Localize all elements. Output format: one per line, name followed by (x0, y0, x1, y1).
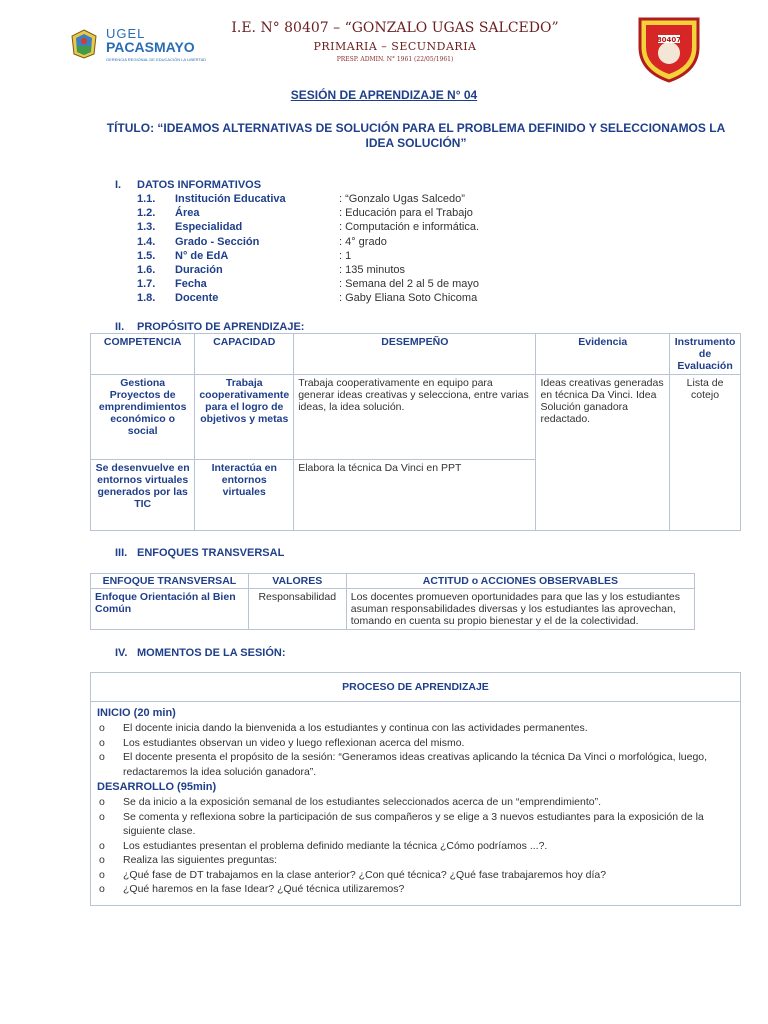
info-value: : Computación e informática. (339, 221, 480, 234)
info-row (137, 249, 479, 263)
column-header: Evidencia (536, 334, 670, 375)
info-key: 1.1. (137, 193, 156, 205)
info-label: N° de EdA (175, 249, 229, 262)
list-item: o El docente presenta el propósito de la sesión: “Generamos ideas creativas aplicando la técnica Da Vinci o morfológica, luego, redactaremos la idea solución ganadora”. (97, 750, 734, 779)
section-number: III. (115, 547, 128, 559)
section-heading-1 (115, 179, 261, 191)
section-heading-4 (115, 647, 286, 659)
column-header: VALORES (248, 574, 346, 589)
topic-title: TÍTULO: “IDEAMOS ALTERNATIVAS DE SOLUCIÓN PARA EL PROBLEMA DEFINIDO Y SELECCIONAMOS LA IDEA SOLUCIÓN” (106, 121, 726, 150)
info-value: : Semana del 2 al 5 de mayo (339, 278, 480, 291)
info-key: 1.4. (137, 235, 156, 248)
desempeno-cell: Elabora la técnica Da Vinci en PPT (294, 460, 536, 531)
section-heading-2 (115, 321, 304, 333)
info-key: 1.2. (137, 207, 156, 220)
instrumento-cell: Lista de cotejo (670, 375, 741, 531)
info-row (137, 206, 479, 220)
valor-cell: Responsabilidad (248, 589, 346, 630)
school-name: I.E. N° 80407 – “GONZALO UGAS SALCEDO” (231, 20, 559, 36)
session-title: SESIÓN DE APRENDIZAJE N° 04 (290, 88, 478, 102)
info-key: 1.8. (137, 292, 156, 305)
info-key: 1.5. (137, 249, 156, 262)
section-heading-3 (115, 547, 284, 559)
process-table (90, 672, 741, 906)
info-value: : 4° grado (339, 235, 387, 248)
section-title: ENFOQUES TRANSVERSAL (137, 547, 285, 559)
table-row (91, 702, 741, 906)
ugel-subtitle: GERENCIA REGIONAL DE EDUCACIÓN LA LIBERTAD (106, 57, 207, 62)
info-label: Duración (175, 264, 223, 277)
info-label: Institución Educativa (175, 193, 286, 205)
info-row (137, 277, 479, 291)
table-header-row (91, 334, 741, 375)
info-value: : 135 minutos (339, 264, 406, 277)
competencia-cell: Gestiona Proyectos de emprendimientos económico o social (91, 375, 195, 460)
section-number: IV. (115, 647, 128, 659)
info-row (137, 192, 479, 206)
table-header-row (91, 673, 741, 702)
info-label: Fecha (175, 278, 207, 291)
list-item: o Se comenta y reflexiona sobre la participación de sus compañeros y se elige a 3 nuevos estudiantes para la exposición de la siguiente clase. (97, 810, 734, 839)
enfoque-cell: Enfoque Orientación al Bien Común (91, 589, 249, 630)
list-item: o Se da inicio a la exposición semanal de los estudiantes seleccionados acerca de un “emprendimiento”. (97, 795, 734, 810)
info-label: Docente (175, 292, 219, 305)
info-row (137, 220, 479, 234)
column-header: DESEMPEÑO (294, 334, 536, 375)
actitud-cell: Los docentes promueven oportunidades para que las y los estudiantes asuman responsabilidades diversas y los estudiantes las aprovechan, tomando en cuenta su propio bienestar y el de la colectividad. (346, 589, 694, 630)
list-item: o Los estudiantes observan un video y luego reflexionan acerca del mismo. (97, 736, 734, 751)
ugel-logo (68, 26, 207, 64)
info-value: : “Gonzalo Ugas Salcedo” (339, 193, 465, 205)
section-title: DATOS INFORMATIVOS (137, 179, 262, 191)
column-header: ENFOQUE TRANSVERSAL (91, 574, 249, 589)
list-item: o El docente inicia dando la bienvenida a los estudiantes y continua con las actividades permanentes. (97, 721, 734, 736)
desarrollo-list (97, 795, 734, 897)
list-item: o ¿Qué fase de DT trabajamos en la clase anterior? ¿Con qué técnica? ¿Qué fase trabajaremos hoy día? (97, 868, 734, 883)
ugel-emblem-icon (68, 28, 100, 60)
section-number: I. (115, 179, 122, 191)
phase-title: INICIO (20 min) (97, 707, 176, 719)
info-label: Grado - Sección (175, 235, 260, 248)
column-header: Instrumento de Evaluación (670, 334, 741, 375)
info-row (137, 235, 479, 249)
table-header-row (91, 574, 695, 589)
desempeno-cell: Trabaja cooperativamente en equipo para generar ideas creativas y selecciona, entre varias ideas, la idea solución. (294, 375, 536, 460)
info-label: Área (175, 207, 200, 220)
inicio-list (97, 721, 734, 779)
phase-title: DESARROLLO (95min) (97, 781, 217, 793)
shield-number: 80407 (656, 36, 682, 44)
column-header: PROCESO DE APRENDIZAJE (91, 673, 741, 702)
info-value: : 1 (339, 249, 352, 262)
process-body (91, 702, 741, 906)
approach-table (90, 573, 695, 630)
capacidad-cell: Interactúa en entornos virtuales (195, 460, 294, 531)
info-key: 1.3. (137, 221, 156, 234)
info-value: : Educación para el Trabajo (339, 207, 473, 220)
column-header: CAPACIDAD (195, 334, 294, 375)
info-value: : Gaby Eliana Soto Chicoma (339, 292, 478, 305)
school-resolution: PRESP. ADMIN. N° 1961 (22/05/1961) (336, 56, 454, 63)
list-item: o ¿Qué haremos en la fase Idear? ¿Qué técnica utilizaremos? (97, 882, 734, 897)
document-header (0, 0, 768, 80)
school-shield-icon (636, 13, 702, 83)
column-header: ACTITUD o ACCIONES OBSERVABLES (346, 574, 694, 589)
competencia-cell: Se desenvuelve en entornos virtuales generados por las TIC (91, 460, 195, 531)
school-levels: PRIMARIA – SECUNDARIA (313, 40, 477, 53)
ugel-name: PACASMAYO (106, 39, 195, 55)
section-number: II. (115, 321, 125, 333)
list-item: o Realiza las siguientes preguntas: (97, 853, 734, 868)
info-key: 1.6. (137, 264, 156, 277)
info-list (137, 192, 479, 306)
ugel-label: UGEL (106, 26, 146, 41)
table-row (91, 375, 741, 460)
school-heading (200, 20, 590, 63)
info-row (137, 291, 479, 305)
capacidad-cell: Trabaja cooperativamente para el logro de objetivos y metas (195, 375, 294, 460)
table-row (91, 589, 695, 630)
list-item: o Los estudiantes presentan el problema definido mediante la técnica ¿Cómo podríamos ...?. (97, 839, 734, 854)
evidencia-cell: Ideas creativas generadas en técnica Da Vinci. Idea Solución ganadora redactado. (536, 375, 670, 531)
purpose-table (90, 333, 741, 531)
column-header: COMPETENCIA (91, 334, 195, 375)
info-label: Especialidad (175, 221, 243, 234)
section-title: MOMENTOS DE LA SESIÓN: (137, 647, 286, 659)
section-title: PROPÓSITO DE APRENDIZAJE: (137, 321, 305, 333)
info-row (137, 263, 479, 277)
info-key: 1.7. (137, 278, 156, 291)
